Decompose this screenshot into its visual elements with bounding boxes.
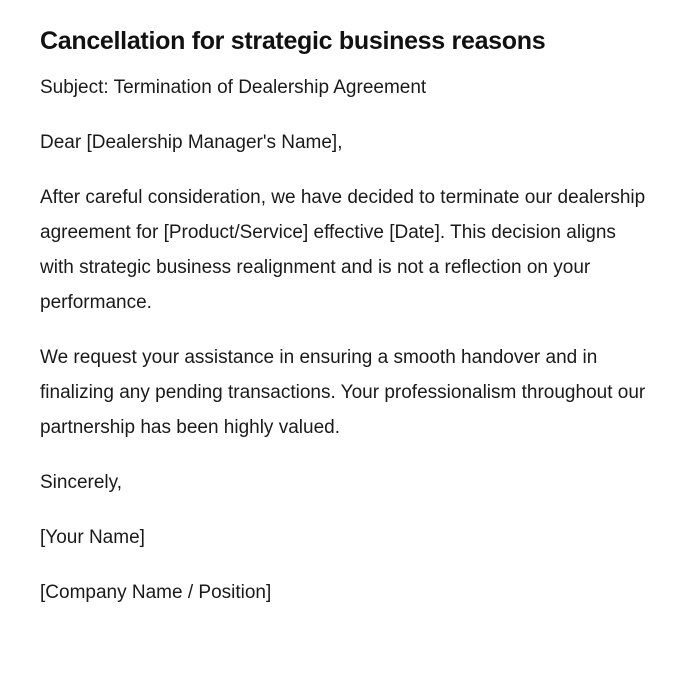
- letter-body-paragraph: After careful consideration, we have decided to terminate our dealership agreement for [Product/Service] effective [Date]. This decision aligns with strategic business realignment and is not a reflection on your performance.: [40, 187, 646, 313]
- signature-company: [Company Name / Position]: [40, 582, 272, 603]
- letter-subject: Subject: Termination of Dealership Agreement: [40, 77, 427, 98]
- letter-document: [40, 24, 650, 610]
- letter-salutation: Dear [Dealership Manager's Name],: [40, 132, 343, 153]
- letter-closing: Sincerely,: [40, 472, 123, 493]
- letter-body-paragraph: We request your assistance in ensuring a smooth handover and in finalizing any pending transactions. Your professionalism throughout our partnership has been highly valued.: [40, 347, 646, 438]
- signature-name: [Your Name]: [40, 527, 145, 548]
- letter-title: Cancellation for strategic business reasons: [40, 27, 546, 55]
